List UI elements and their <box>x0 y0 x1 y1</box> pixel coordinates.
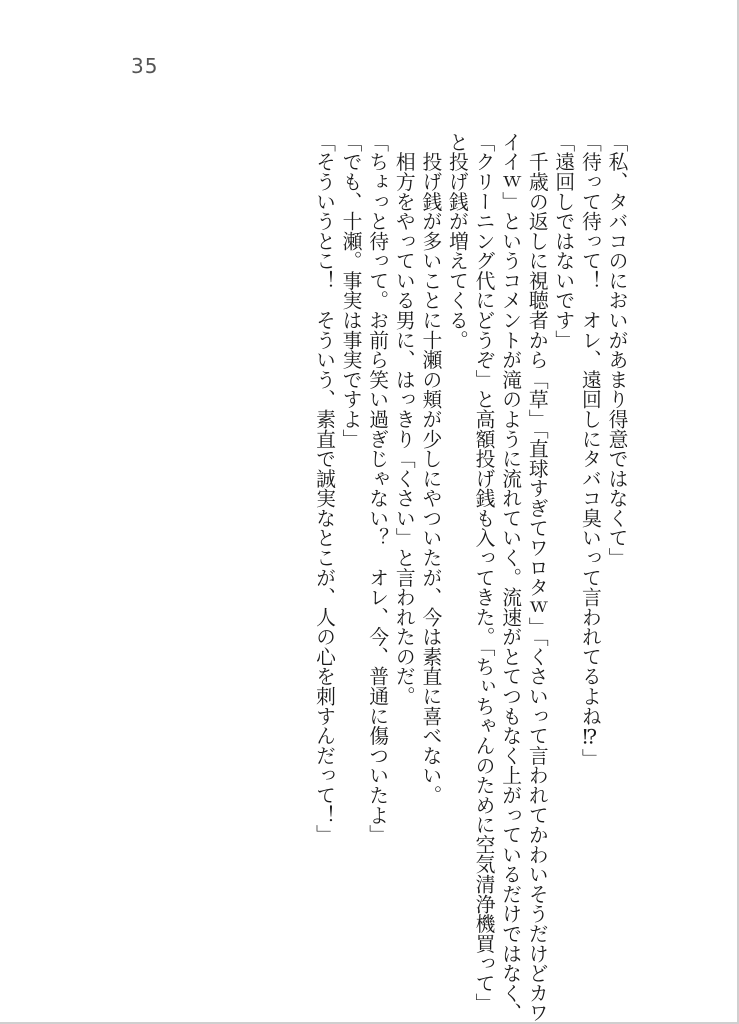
text-line: 「そういうとこ！ そういう、素直で誠実なとこが、人の心を刺すんだって！」 <box>312 132 336 845</box>
text-line: 「でも、十瀬。事実は事実ですよ」 <box>339 132 363 449</box>
text-line: 投げ銭が多いことに十瀬の頬が少しにやついたが、今は素直に喜べない。 <box>418 132 442 805</box>
text-line: と投げ銭が増えてくる。 <box>445 132 469 350</box>
text-line: 千歳の返しに視聴者から「草」「直球すぎてワロタｗ」「くさいって言われてかわいそうだけどカワ <box>525 132 549 1023</box>
page-number: 35 <box>131 54 159 78</box>
text-line: 「遠回しではないです」 <box>551 132 575 350</box>
text-line: 「クリーニング代にどうぞ」と高額投げ銭も入ってきた。「ちぃちゃんのために空気清浄機買って」 <box>472 132 496 1013</box>
text-line: 「ちょっと待って。お前ら笑い過ぎじゃない？ オレ、今、普通に傷ついたよ」 <box>365 132 389 845</box>
vertical-text-body <box>310 132 629 1023</box>
text-line: 「待って待って！ オレ、遠回しにタバコ臭いって言われてるよね⁉」 <box>578 132 602 769</box>
text-line: イイｗ」というコメントが滝のように流れていく。流速がとてつもなく上がっているだけではなく、 <box>498 132 522 1023</box>
text-line: 「私、タバコのにおいがあまり得意ではなくて」 <box>605 132 628 568</box>
text-line: 相方をやっている男に、はっきり「くさい」と言われたのだ。 <box>392 132 416 706</box>
